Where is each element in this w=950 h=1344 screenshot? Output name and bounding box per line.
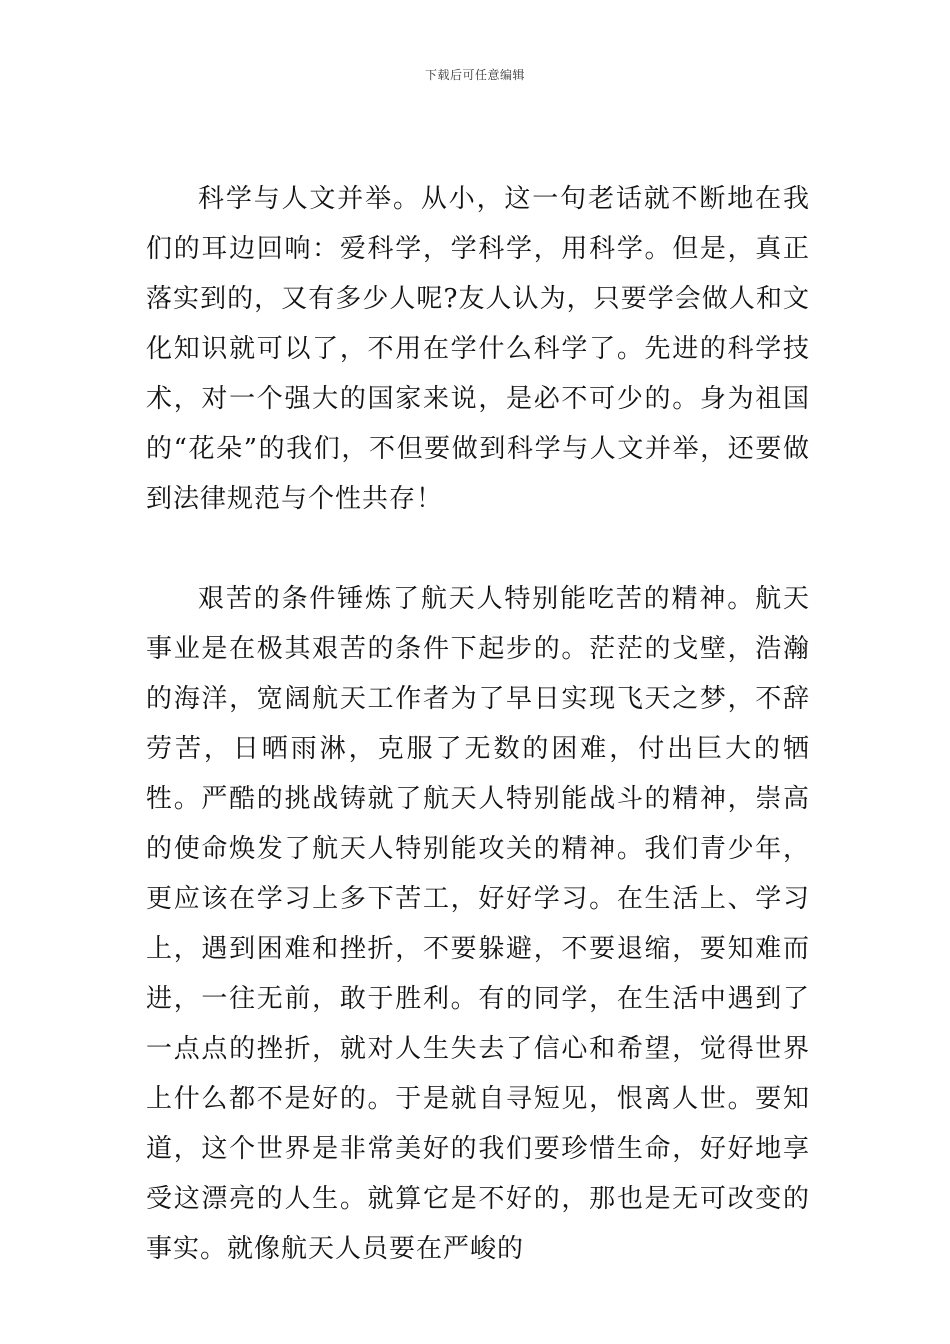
paragraph-2: 艰苦的条件锤炼了航天人特别能吃苦的精神。航天事业是在极其艰苦的条件下起步的。茫茫的戈壁，浩瀚的海洋，宽阔航天工作者为了早日实现飞天之梦，不辞劳苦，日晒雨淋，克服了无数的困难，付出巨大的牺牲。严酷的挑战铸就了航天人特别能战斗的精神，崇高的使命焕发了航天人特别能攻关的精神。我们青少年，更应该在学习上多下苦工，好好学习。在生活上、学习上，遇到困难和挫折，不要躲避，不要退缩，要知难而进，一往无前，敢于胜利。有的同学，在生活中遇到了一点点的挫折，就对人生失去了信心和希望，觉得世界上什么都不是好的。于是就自寻短见，恨离人世。要知道，这个世界是非常美好的我们要珍惜生命，好好地享受这漂亮的人生。就算它是不好的，那也是无可改变的事实。就像航天人员要在严峻的 bbox=[146, 584, 810, 1264]
header-note: 下载后可任意编辑 bbox=[424, 68, 525, 82]
paragraph-1: 科学与人文并举。从小，这一句老话就不断地在我们的耳边回响：爱科学，学科学，用科学。但是，真正落实到的，又有多少人呢?友人认为，只要学会做人和文化知识就可以了，不用在学什么科学了。先进的科学技术，对一个强大的国家来说，是必不可少的。身为祖国的“花朵”的我们，不但要做到科学与人文并举，还要做到法律规范与个性共存！ bbox=[146, 184, 810, 514]
